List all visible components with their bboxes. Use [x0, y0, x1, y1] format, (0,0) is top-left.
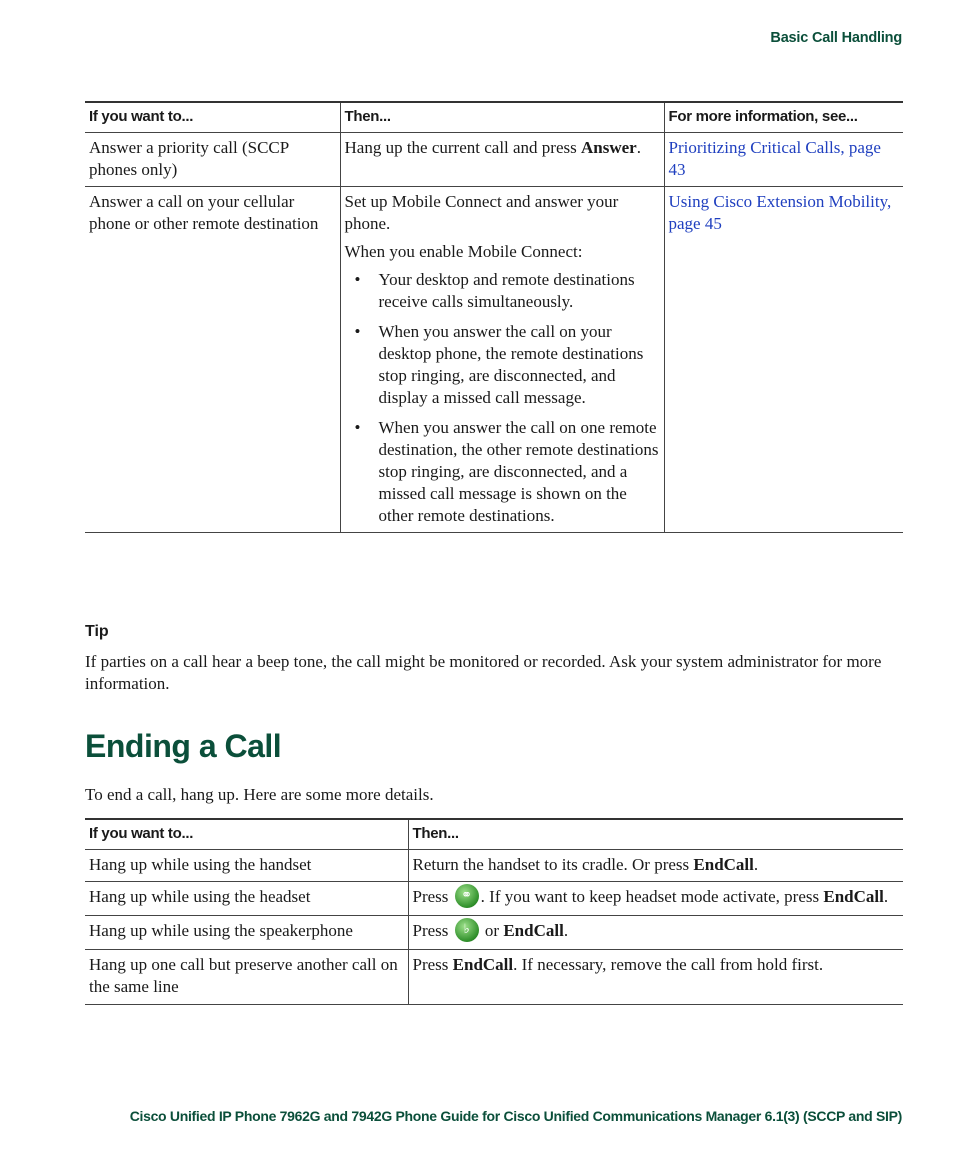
softkey-label: EndCall	[452, 955, 514, 975]
softkey-label: EndCall	[823, 887, 884, 906]
table-header-row	[85, 102, 903, 133]
running-header: Basic Call Handling	[770, 30, 902, 46]
softkey-label: Answer	[581, 138, 637, 157]
then-when: When you enable Mobile Connect:	[344, 242, 583, 261]
list-item: • When you answer the call on your desktop phone, the remote destinations stop ringing, are disconnected, and display a missed call message.	[345, 321, 660, 409]
cell-then	[408, 950, 903, 1005]
text: Press	[412, 955, 453, 975]
cell-then	[340, 133, 664, 187]
text: Return the handset to its cradle. Or press	[412, 855, 694, 874]
reference-link[interactable]: Prioritizing Critical Calls, page 43	[668, 138, 881, 179]
text: . If necessary, remove the call from hold first.	[513, 955, 824, 975]
reference-link[interactable]: Using Cisco Extension Mobility, page 45	[668, 192, 892, 233]
list-item: • When you answer the call on one remote destination, the other remote destinations stop ringing, are disconnected, and a missed call message is shown on the other remote destinations.	[345, 417, 660, 527]
table-row	[85, 950, 903, 1005]
table-row	[85, 187, 903, 533]
cell-want: Hang up while using the speakerphone	[89, 921, 353, 941]
text: .	[563, 921, 569, 941]
col-header-want: If you want to...	[89, 108, 194, 125]
text: Hang up the current call and press	[344, 138, 581, 157]
table-row	[85, 916, 903, 950]
col-header-more-info: For more information, see...	[664, 102, 903, 133]
col-header-want: If you want to...	[89, 825, 194, 842]
text: .	[636, 138, 641, 157]
list-item: • Your desktop and remote destinations receive calls simultaneously.	[345, 269, 660, 313]
headset-icon: ⚭	[455, 884, 479, 908]
cell-then	[408, 916, 903, 950]
call-answer-table	[85, 101, 903, 533]
cell-want: Hang up while using the headset	[89, 887, 311, 906]
cell-then	[408, 882, 903, 916]
softkey-label: EndCall	[693, 855, 754, 874]
cell-then	[408, 850, 903, 882]
col-header-then: Then...	[408, 819, 903, 850]
text: .	[883, 887, 889, 906]
text: or	[480, 921, 504, 941]
softkey-label: EndCall	[503, 921, 564, 941]
cell-more-info	[664, 187, 903, 533]
table-header-row	[85, 819, 903, 850]
cell-more-info	[664, 133, 903, 187]
tip-text: If parties on a call hear a beep tone, the call might be monitored or recorded. Ask your system administrator for more information.	[85, 652, 882, 693]
text: . If you want to keep headset mode activate, press	[480, 887, 824, 906]
text: .	[753, 855, 759, 874]
text: Press	[412, 921, 453, 941]
speaker-icon: ♭	[455, 918, 479, 942]
text: Press	[412, 887, 453, 906]
table-row	[85, 850, 903, 882]
section-intro: To end a call, hang up. Here are some more details.	[85, 785, 434, 804]
tip-label: Tip	[85, 623, 109, 640]
col-header-then: Then...	[340, 102, 664, 133]
cell-want: Hang up while using the handset	[89, 855, 312, 874]
cell-want: Answer a call on your cellular phone or other remote destination	[89, 192, 319, 233]
table-row	[85, 882, 903, 916]
then-intro: Set up Mobile Connect and answer your phone.	[344, 192, 619, 233]
section-title: Ending a Call	[85, 728, 282, 764]
cell-want: Hang up one call but preserve another call on the same line	[89, 955, 398, 997]
table-row	[85, 133, 903, 187]
end-call-table	[85, 818, 903, 1005]
running-footer: Cisco Unified IP Phone 7962G and 7942G Phone Guide for Cisco Unified Communications Manager 6.1(3) (SCCP and SIP)	[129, 1108, 902, 1124]
cell-want: Answer a priority call (SCCP phones only)	[89, 138, 289, 179]
cell-then	[340, 187, 664, 533]
bullet-list	[345, 269, 660, 527]
